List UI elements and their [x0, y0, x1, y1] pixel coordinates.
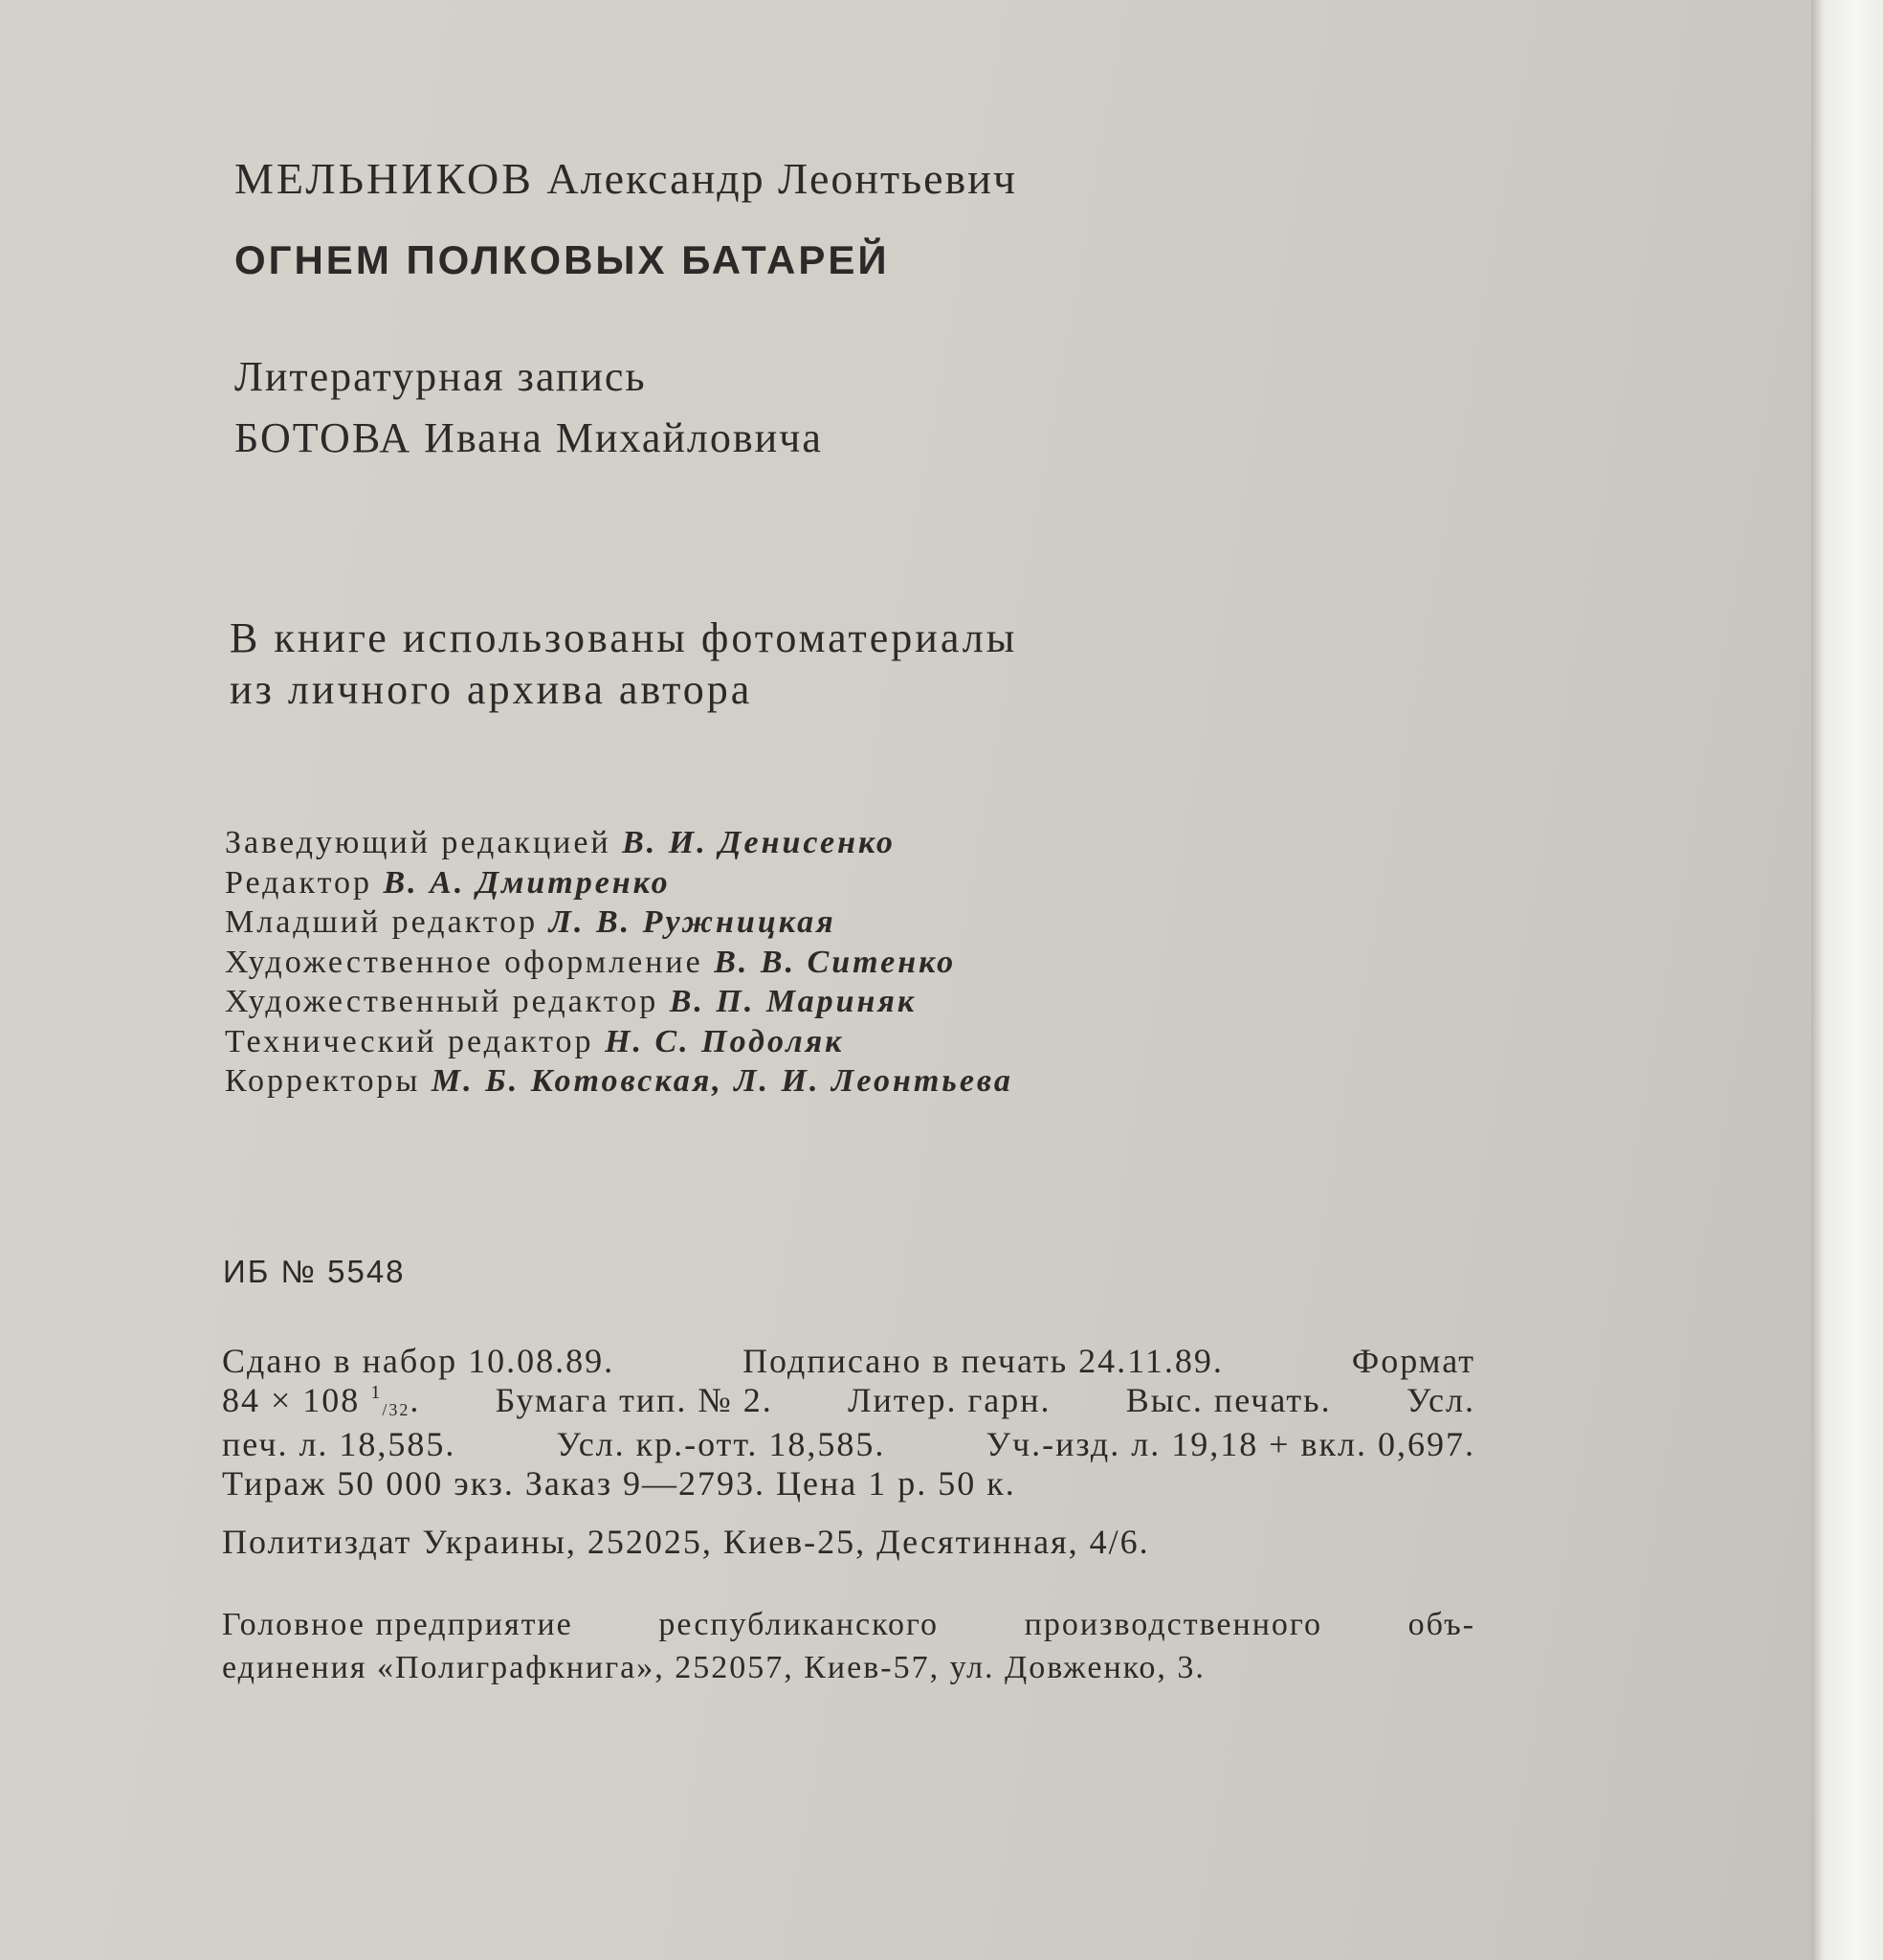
format-base: 84 × 108 [222, 1380, 361, 1419]
credit-row [225, 823, 1013, 863]
credits-list [225, 823, 1013, 1102]
credit-name: В. В. Ситенко [714, 944, 957, 980]
author-line [234, 153, 1017, 204]
imprint-format: 84 × 108 $^1$/32. [222, 1380, 421, 1419]
imprint-print-date: Подписано в печать 24.11.89. [742, 1342, 1224, 1380]
literary-record [234, 346, 823, 469]
imprint-paper: Бумага тип. № 2. [495, 1380, 773, 1419]
credit-name: М. Б. Котовская, Л. И. Леонтьева [431, 1063, 1013, 1099]
imprint-line [222, 1425, 1475, 1464]
credit-name: В. А. Дмитренко [383, 864, 671, 901]
photo-note-line: В книге использованы фотоматериалы [230, 614, 1018, 661]
credit-role: Редактор [225, 864, 372, 901]
ib-number: ИБ № 5548 [223, 1254, 406, 1289]
printer-line [222, 1603, 1475, 1646]
imprint-usl: Усл. [1406, 1380, 1475, 1419]
credit-role: Технический редактор [225, 1023, 594, 1059]
credit-row [225, 982, 1013, 1022]
printer-word: Головное предприятие [222, 1607, 573, 1642]
publisher-address: Политиздат Украины, 252025, Киев-25, Десятинная, 4/6. [222, 1523, 1150, 1561]
imprint-line [222, 1381, 1475, 1426]
page-edge [1811, 0, 1883, 1960]
book-title: ОГНЕМ ПОЛКОВЫХ БАТАРЕЙ [234, 237, 890, 282]
credit-role: Корректоры [225, 1063, 421, 1099]
photo-note [230, 612, 1017, 716]
printer-word: республиканского [658, 1607, 940, 1642]
literary-record-name: БОТОВА Ивана Михайловича [234, 414, 823, 461]
credit-name: Л. В. Ружницкая [548, 904, 836, 940]
imprint-print-method: Выс. печать. [1125, 1380, 1332, 1419]
imprint-color-prints: Усл. кр.-отт. 18,585. [556, 1425, 886, 1463]
credit-name: В. И. Денисенко [622, 825, 896, 860]
printer-block [222, 1603, 1475, 1689]
printer-word: производственного [1024, 1607, 1323, 1642]
imprint-line [222, 1342, 1475, 1381]
literary-record-label: Литературная запись [234, 353, 647, 400]
imprint-sheets: печ. л. 18,585. [222, 1425, 456, 1463]
printer-line [222, 1646, 1475, 1689]
credit-name: Н. С. Подоляк [605, 1023, 845, 1059]
credit-row [225, 1022, 1013, 1062]
imprint-publishing-sheets: Уч.-изд. л. 19,18 + вкл. 0,697. [986, 1425, 1475, 1463]
credit-row [225, 863, 1013, 903]
imprint-block [222, 1342, 1475, 1503]
imprint-set-date: Сдано в набор 10.08.89. [222, 1342, 615, 1380]
credit-role: Художественный редактор [225, 984, 659, 1019]
imprint-print-run: Тираж 50 000 экз. Заказ 9—2793. Цена 1 р. 50 к. [222, 1463, 1016, 1503]
imprint-format-label: Формат [1351, 1342, 1475, 1380]
author-given-names: Александр Леонтьевич [546, 154, 1017, 203]
printer-address: единения «Полиграфкнига», 252057, Киев-57, ул. Довженко, 3. [222, 1650, 1206, 1685]
credit-role: Заведующий редакцией [225, 825, 611, 860]
credit-name: В. П. Мариняк [669, 984, 918, 1019]
imprint-line [222, 1464, 1475, 1503]
credit-role: Художественное оформление [225, 944, 703, 980]
format-sub: /32 [382, 1399, 410, 1419]
author-surname: МЕЛЬНИКОВ [234, 154, 534, 203]
printer-word: объ- [1407, 1607, 1475, 1642]
credit-row [225, 902, 1013, 943]
imprint-typeface: Литер. гарн. [848, 1380, 1052, 1419]
format-sup: 1 [370, 1381, 383, 1403]
credit-role: Младший редактор [225, 904, 539, 940]
credit-row [225, 1061, 1013, 1102]
credit-row [225, 943, 1013, 983]
photo-note-line: из личного архива автора [230, 666, 753, 713]
